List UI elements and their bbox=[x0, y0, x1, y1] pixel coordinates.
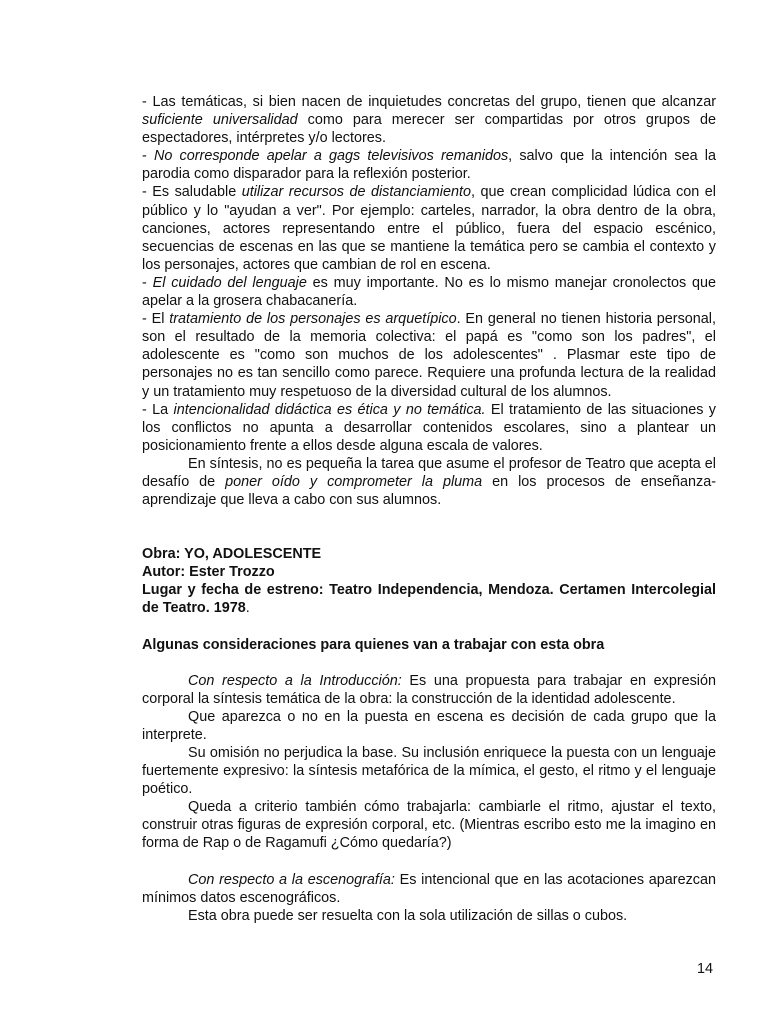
text-run: El tratamiento de las situaciones y los conflictos no apunta a desarrollar contenidos escolares, sino a plantear un posicionamiento frente a ellos desde alguna escala de valores. bbox=[142, 401, 717, 454]
section-heading: Algunas consideraciones para quienes van a trabajar con esta obra bbox=[142, 636, 605, 653]
document-page bbox=[142, 93, 716, 925]
premiere-period: . bbox=[245, 600, 250, 617]
paragraph-sintesis bbox=[142, 455, 716, 509]
italic-run: El cuidado del lenguaje bbox=[152, 274, 307, 291]
paragraph-gags bbox=[142, 147, 716, 183]
italic-run: Con respecto a la escenografía: bbox=[188, 871, 395, 888]
text-run: - bbox=[142, 148, 154, 165]
text-run: es muy importante. No es lo mismo manejar cronolectos que apelar a la grosera chabacanería. bbox=[142, 274, 716, 310]
italic-run: utilizar recursos de distanciamiento bbox=[241, 184, 471, 201]
work-title: Obra: YO, ADOLESCENTE bbox=[142, 546, 322, 563]
text-run: , salvo que la intención sea la parodia como disparador para la reflexión posterior. bbox=[142, 148, 716, 183]
paragraph-criterio: Queda a criterio también cómo trabajarla: cambiarle el ritmo, ajustar el texto, construir otras figuras de expresión corporal, etc. (Mientras escribo esto me la imagino en forma de Rap o de Ragamufi ¿Cómo quedaría?) bbox=[142, 799, 716, 852]
paragraph-omision: Su omisión no perjudica la base. Su inclusión enriquece la puesta con un lenguaje fuertemente expresivo: la síntesis metafórica de la mímica, el gesto, el ritmo y el lenguaje poético. bbox=[142, 745, 716, 798]
italic-run: suficiente universalidad bbox=[142, 112, 298, 129]
text-run: - bbox=[142, 274, 153, 291]
spacer bbox=[142, 654, 716, 672]
italic-run: poner oído y comprometer la pluma bbox=[225, 473, 483, 490]
text-run: en los procesos de enseñanza-aprendizaje que lleva a cabo con sus alumnos. bbox=[142, 473, 717, 509]
italic-run: Con respecto a la Introducción: bbox=[188, 672, 402, 689]
page-number: 14 bbox=[697, 961, 714, 977]
work-premiere bbox=[142, 581, 716, 617]
text-run: Es intencional que en las acotaciones aparezcan mínimos datos escenográficos. bbox=[142, 871, 716, 906]
text-run: - El bbox=[142, 311, 170, 328]
work-author: Autor: Ester Trozzo bbox=[142, 564, 275, 581]
text-run: - Las temáticas, si bien nacen de inquietudes concretas del grupo, tienen que alcanzar bbox=[142, 94, 716, 110]
text-run: - La bbox=[142, 401, 174, 418]
paragraph-tematicas bbox=[142, 93, 716, 147]
italic-run: No corresponde apelar a gags televisivos remanidos bbox=[153, 148, 509, 165]
text-run: . En general no tienen historia personal, son el resultado de la memoria colectiva: el papá es "como son los padres", el adolescente es "como son muchos de los adolescentes" . Plasmar este tipo de personajes no es tan sencillo como parece. Requiere una profunda lectura de la realidad y un tratamiento muy respetuoso de la diversidad cultural de los alumnos. bbox=[142, 311, 716, 400]
paragraph-sillas: Esta obra puede ser resuelta con la sola utilización de sillas o cubos. bbox=[188, 907, 628, 924]
spacer bbox=[142, 853, 716, 871]
paragraph-introduccion bbox=[142, 672, 716, 708]
paragraph-personajes bbox=[142, 310, 716, 400]
paragraph-escenografia bbox=[142, 871, 716, 907]
text-run: En síntesis, no es pequeña la tarea que asume el profesor de Teatro que acepta el desafío de bbox=[142, 455, 716, 490]
italic-run: intencionalidad didáctica es ética y no temática. bbox=[173, 401, 486, 418]
spacer bbox=[142, 618, 716, 636]
paragraph-distanciamiento bbox=[142, 183, 716, 273]
premiere-text: Lugar y fecha de estreno: Teatro Independencia, Mendoza. Certamen Intercolegial de Teatro. 1978 bbox=[142, 582, 716, 617]
text-run: Es una propuesta para trabajar en expresión corporal la síntesis temática de la obra: la construcción de la identidad adolescente. bbox=[142, 672, 717, 707]
text-run: como para merecer ser compartidas por otros grupos de espectadores, intérpretes y/o lectores. bbox=[142, 112, 716, 147]
paragraph-puesta: Que aparezca o no en la puesta en escena es decisión de cada grupo que la interprete. bbox=[142, 708, 716, 743]
text-run: , que crean complicidad lúdica con el público y lo "ayudan a ver". Por ejemplo: carteles, narrador, la obra dentro de la obra, canciones, actores representando entre el público, fuera del espacio escénico, secuencias de escenas en las que se mantiene la temática pero se cambia el contexto y los personajes, actores que cambian de rol en escena. bbox=[142, 184, 716, 273]
paragraph-lenguaje bbox=[142, 274, 716, 310]
text-run: - Es saludable bbox=[142, 184, 242, 201]
paragraph-intencionalidad bbox=[142, 401, 716, 455]
spacer bbox=[142, 509, 716, 545]
italic-run: tratamiento de los personajes es arquetípico bbox=[169, 311, 457, 328]
